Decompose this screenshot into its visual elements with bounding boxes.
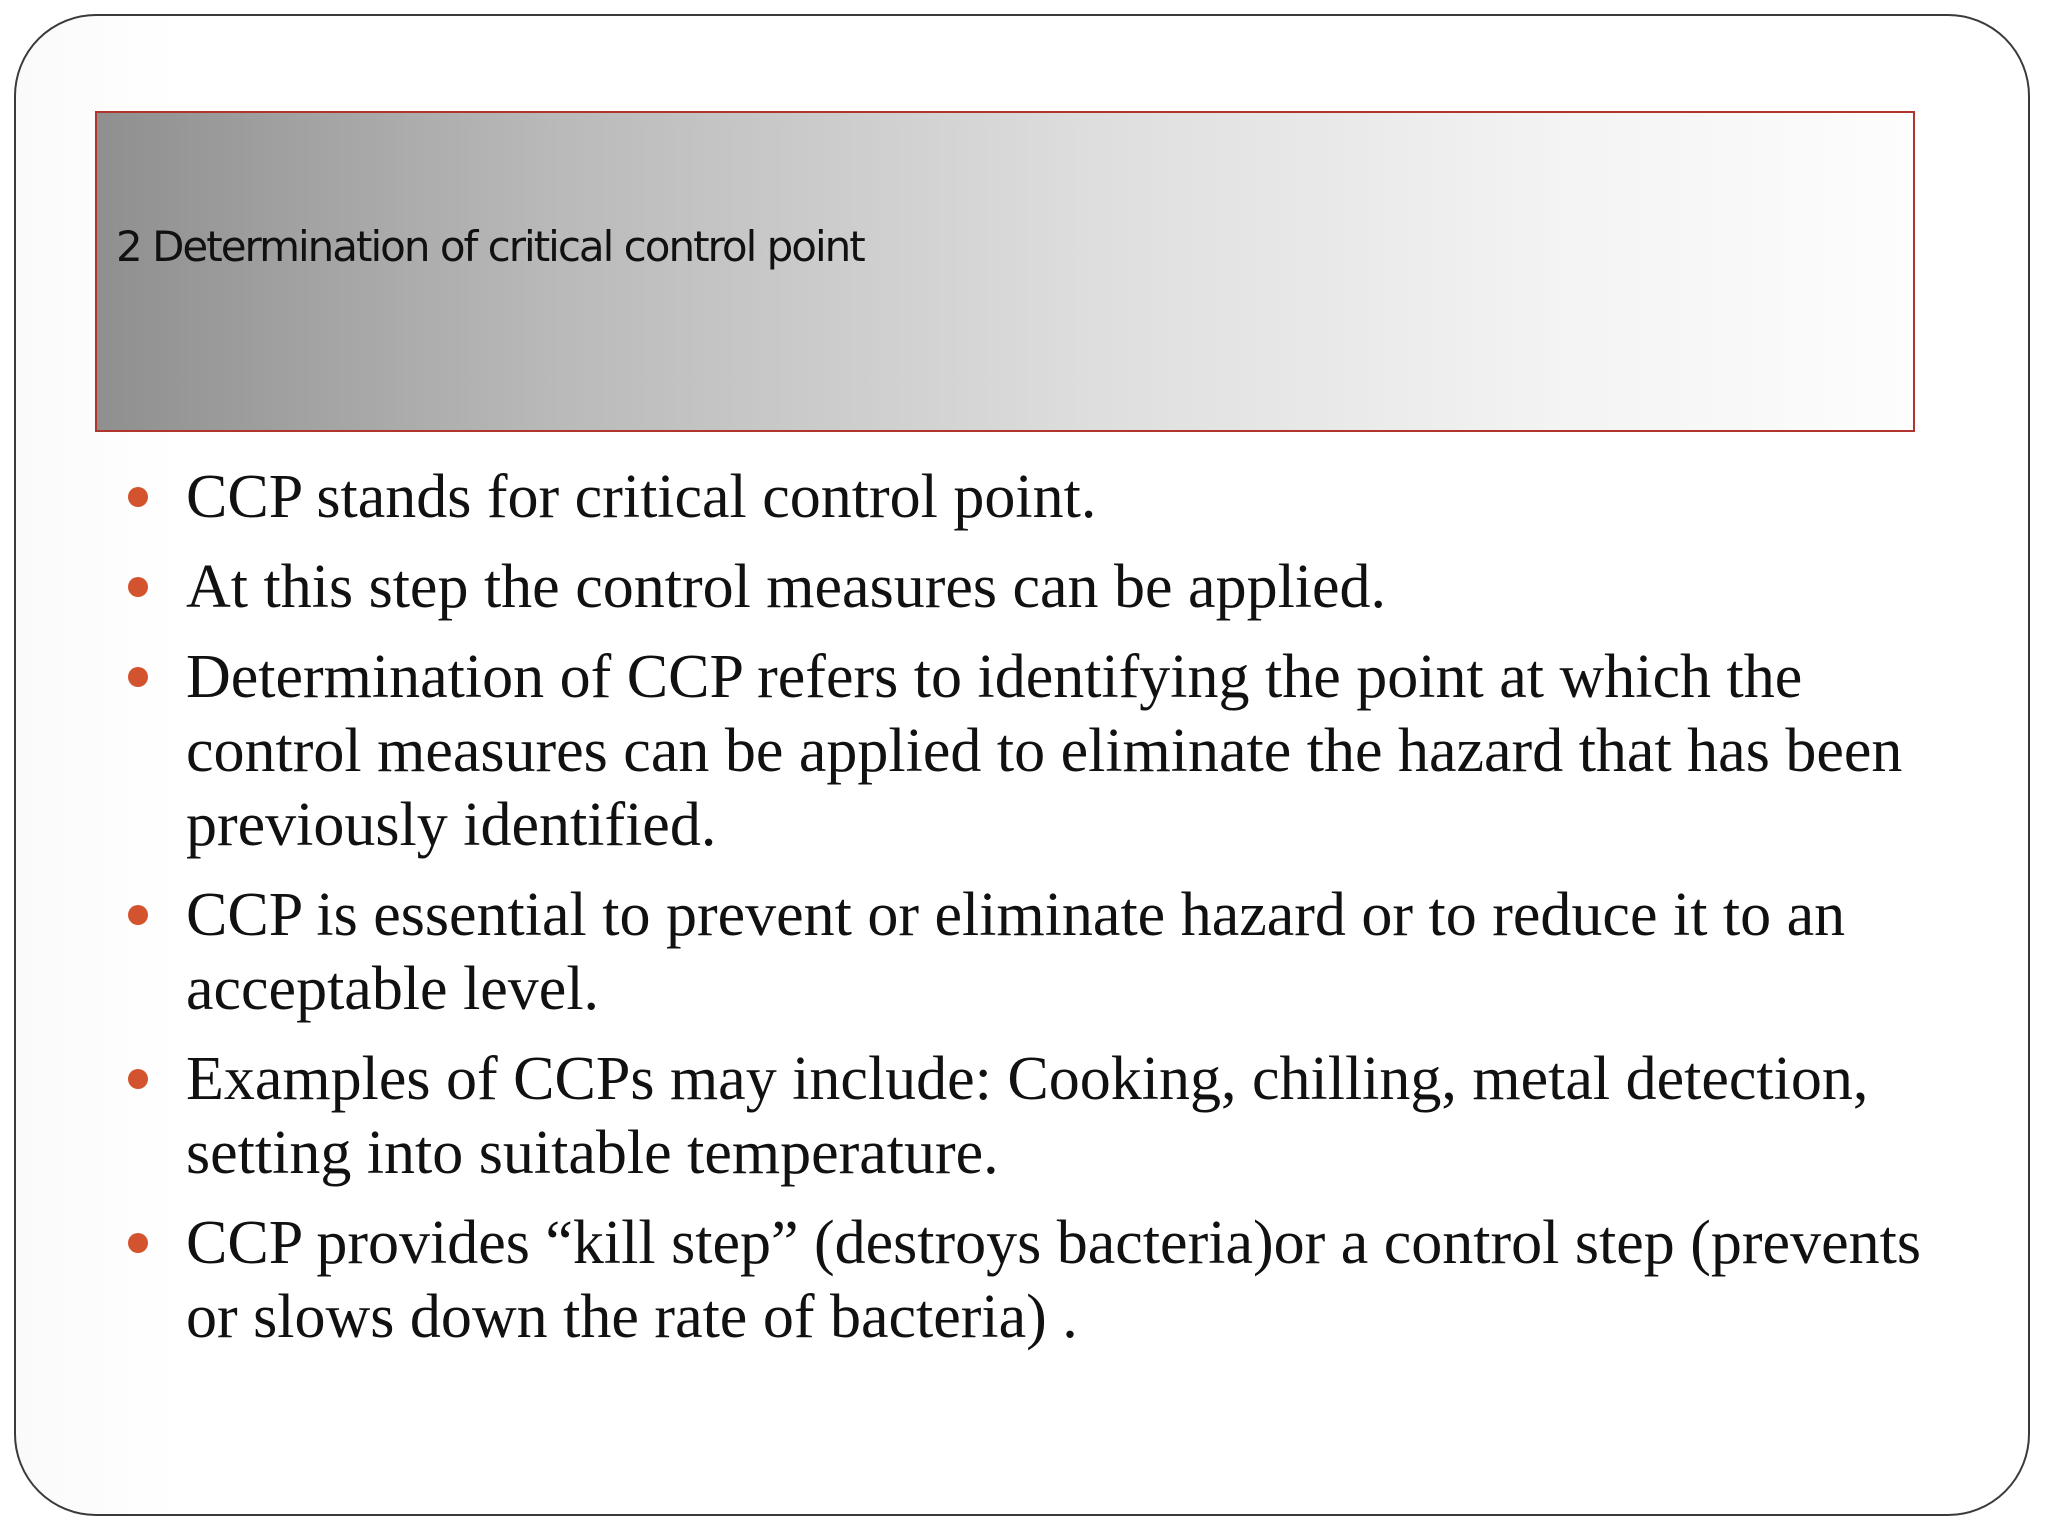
bullet-dot-icon — [128, 1233, 148, 1253]
bullet-dot-icon — [128, 577, 148, 597]
title-band — [95, 111, 1915, 432]
bullet-text: CCP is essential to prevent or eliminate hazard or to reduce it to an acceptable level. — [186, 881, 1846, 1023]
bullet-dot-icon — [128, 487, 148, 507]
bullet-item — [120, 1042, 1940, 1190]
bullet-text: Examples of CCPs may include: Cooking, chilling, metal detection, setting into suitable temperature. — [186, 1045, 1869, 1187]
bullet-text: At this step the control measures can be applied. — [186, 553, 1387, 621]
bullet-dot-icon — [128, 905, 148, 925]
bullet-item — [120, 1206, 1940, 1354]
bullet-list — [120, 460, 1940, 1370]
bullet-dot-icon — [128, 667, 148, 687]
bullet-item — [120, 640, 1940, 862]
bullet-text: Determination of CCP refers to identifying the point at which the control measures can be applied to eliminate the hazard that has been previously identified. — [186, 643, 1903, 859]
bullet-item — [120, 878, 1940, 1026]
bullet-item — [120, 460, 1940, 534]
bullet-text: CCP provides “kill step” (destroys bacteria)or a control step (prevents or slows down the rate of bacteria) . — [186, 1209, 1921, 1351]
slide-title: 2 Determination of critical control point — [116, 222, 864, 271]
bullet-item — [120, 550, 1940, 624]
bullet-dot-icon — [128, 1069, 148, 1089]
bullet-text: CCP stands for critical control point. — [186, 463, 1097, 531]
